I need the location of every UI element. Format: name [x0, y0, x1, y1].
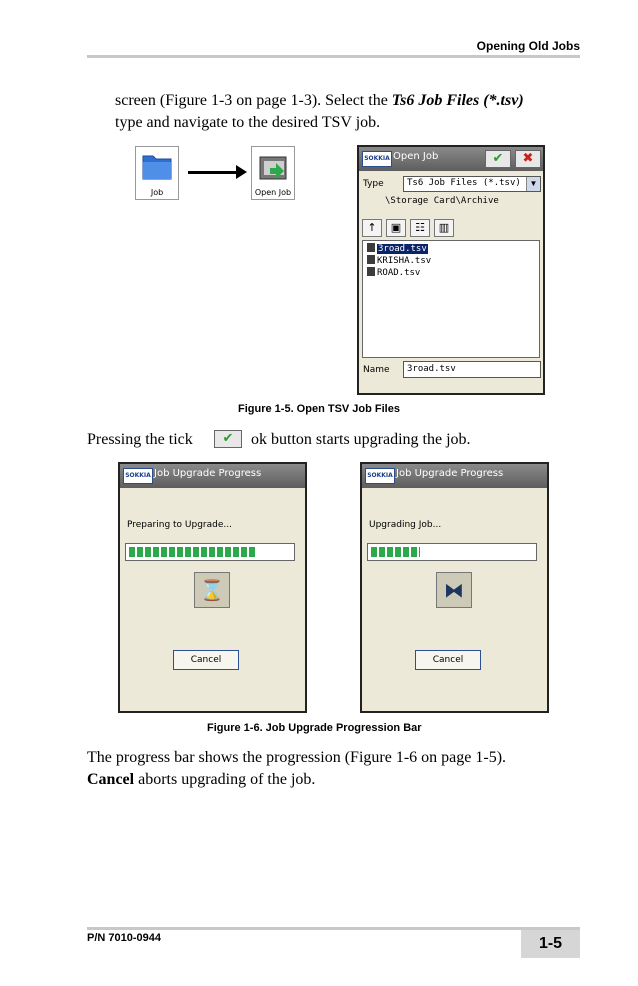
folder-icon — [136, 147, 178, 187]
name-label: Name — [363, 365, 390, 375]
type-select[interactable] — [403, 176, 541, 192]
closing-line-1: The progress bar shows the progression (Figure 1-6 on page 1-5). — [87, 749, 507, 766]
hourglass-icon: ⌛ — [194, 572, 230, 608]
file-icon — [367, 243, 375, 252]
hourglass-icon: ⧓ — [436, 572, 472, 608]
sokkia-logo: SOKKIA — [123, 468, 153, 484]
up-folder-icon[interactable]: ↑ — [362, 219, 382, 237]
file-list — [362, 240, 540, 358]
closing-text: aborts upgrading of the job. — [134, 771, 316, 788]
file-name: ROAD.tsv — [377, 268, 421, 278]
file-icon — [367, 255, 375, 264]
arrow-head — [236, 165, 247, 179]
file-icon — [367, 267, 375, 276]
dialog-title: Job Upgrade Progress — [154, 468, 262, 479]
type-value: Ts6 Job Files (*.tsv) — [407, 178, 521, 188]
open-job-dialog — [357, 145, 545, 395]
cancel-emphasis: Cancel — [87, 771, 135, 788]
file-name: KRISHA.tsv — [377, 256, 432, 266]
new-folder-icon[interactable]: ▣ — [386, 219, 406, 237]
progress-bar — [367, 543, 537, 561]
open-job-icon[interactable] — [251, 146, 295, 200]
intro-line-2: type and navigate to the desired TSV job. — [115, 114, 381, 131]
arrow-shaft — [188, 171, 238, 174]
job-icon-label: Job — [150, 188, 164, 197]
section-title: Opening Old Jobs — [476, 39, 580, 53]
open-folder-icon — [252, 147, 294, 187]
file-item[interactable] — [367, 243, 428, 255]
current-path: \Storage Card\Archive — [385, 196, 499, 206]
figure-1-5-caption: Figure 1-5. Open TSV Job Files — [238, 403, 400, 415]
ok-button[interactable]: ✔ — [485, 150, 511, 168]
chevron-down-icon[interactable]: ▼ — [526, 177, 540, 191]
upgrade-status: Preparing to Upgrade... — [127, 520, 232, 530]
tick-icon: ✔ — [214, 430, 242, 448]
job-folder-icon[interactable] — [135, 146, 179, 200]
footer-rule — [87, 927, 580, 930]
closing-line-2 — [87, 769, 315, 791]
tick-text-after: ok button starts upgrading the job. — [251, 431, 471, 448]
file-name: 3road.tsv — [378, 244, 427, 254]
list-view-icon[interactable]: ☷ — [410, 219, 430, 237]
name-input[interactable] — [403, 361, 541, 378]
sokkia-logo: SOKKIA — [365, 468, 395, 484]
close-button[interactable]: ✖ — [515, 150, 541, 168]
dialog-title: Job Upgrade Progress — [396, 468, 504, 479]
type-label: Type — [363, 179, 384, 189]
title-bar — [362, 464, 547, 488]
intro-line-1 — [115, 90, 524, 112]
page-number: 1-5 — [521, 930, 580, 958]
upgrade-dialog-upgrading — [360, 462, 549, 713]
title-bar — [359, 147, 543, 171]
details-view-icon[interactable]: ▥ — [434, 219, 454, 237]
progress-fill — [371, 547, 420, 557]
cancel-button[interactable]: Cancel — [173, 650, 239, 670]
open-job-icon-label: Open Job — [254, 188, 292, 197]
file-item[interactable] — [367, 255, 431, 267]
cancel-button[interactable]: Cancel — [415, 650, 481, 670]
intro-text: screen (Figure 1-3 on page 1-3). Select the — [115, 92, 392, 109]
tick-text-before: Pressing the tick — [87, 431, 193, 448]
file-item[interactable] — [367, 267, 420, 279]
dialog-title: Open Job — [393, 151, 439, 162]
title-bar — [120, 464, 305, 488]
header-rule — [87, 55, 580, 58]
part-number: P/N 7010-0944 — [87, 932, 161, 944]
upgrade-status: Upgrading Job... — [369, 520, 442, 530]
progress-fill — [129, 547, 255, 557]
name-value: 3road.tsv — [407, 364, 456, 374]
intro-emphasis: Ts6 Job Files (*.tsv) — [391, 92, 524, 109]
upgrade-dialog-preparing — [118, 462, 307, 713]
progress-bar — [125, 543, 295, 561]
sokkia-logo: SOKKIA — [362, 151, 392, 167]
figure-1-6-caption: Figure 1-6. Job Upgrade Progression Bar — [207, 722, 422, 734]
